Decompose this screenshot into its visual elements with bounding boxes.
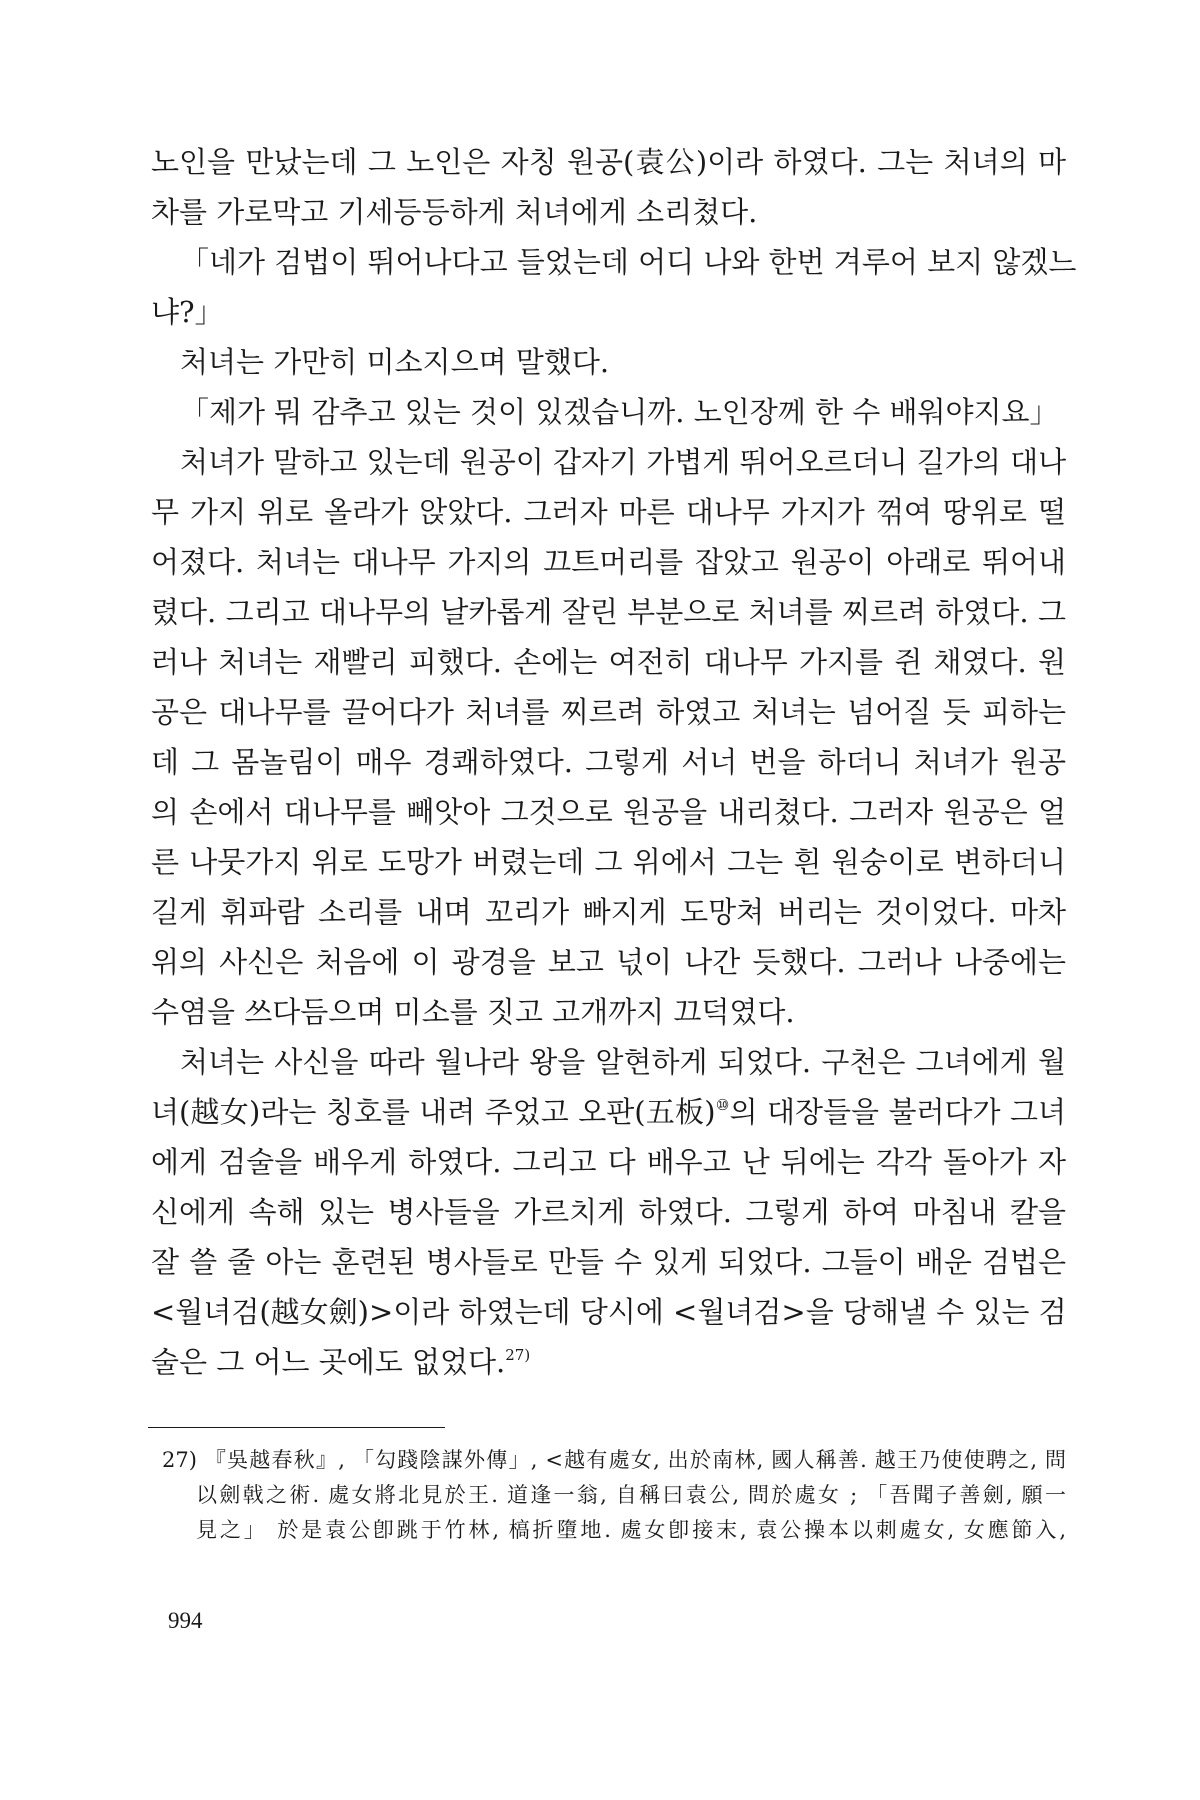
footnote-line: 27) 『吳越春秋』, 「勾踐陰謀外傳」, <越有處女, 出於南林, 國人稱善. 越王乃使使聘之, 問 [162,1448,1066,1472]
body-line-text: 술은 그 어느 곳에도 없었다. [151,1345,506,1379]
body-line: 에게 검술을 배우게 하였다. 그리고 다 배우고 난 뒤에는 각각 돌아가 자 [151,1145,1066,1179]
body-line: 의 손에서 대나무를 빼앗아 그것으로 원공을 내리쳤다. 그러자 원공은 얼 [151,795,1066,829]
body-line: 차를 가로막고 기세등등하게 처녀에게 소리쳤다. [151,195,758,229]
body-line: 러나 처녀는 재빨리 피했다. 손에는 여전히 대나무 가지를 쥔 채였다. 원 [151,645,1066,679]
body-line: 어졌다. 처녀는 대나무 가지의 끄트머리를 잡았고 원공이 아래로 뛰어내 [151,545,1066,579]
body-line: 처녀는 가만히 미소지으며 말했다. [180,345,610,379]
body-line: 수염을 쓰다듬으며 미소를 짓고 고개까지 끄덕였다. [151,995,795,1029]
body-line: 「네가 검법이 뛰어나다고 들었는데 어디 나와 한번 겨루어 보지 않겠느 [180,245,1077,279]
body-line: 길게 휘파람 소리를 내며 꼬리가 빠지게 도망쳐 버리는 것이었다. 마차 [151,895,1066,929]
body-line: 위의 사신은 처음에 이 광경을 보고 넋이 나간 듯했다. 그러나 나중에는 [151,945,1066,979]
body-line: 냐?」 [151,295,224,329]
page-number: 994 [168,1608,203,1633]
body-line-with-note [151,1095,1066,1129]
footnote-line: 以劍戟之術. 處女將北見於王. 道逢一翁, 自稱曰袁公, 問於處女 ; 「吾聞子善劍, 願一 [196,1483,1066,1507]
body-line: 무 가지 위로 올라가 앉았다. 그러자 마른 대나무 가지가 꺾여 땅위로 떨 [151,495,1066,529]
body-line-head: 녀(越女)라는 칭호를 내려 주었고 오판(五板) [151,1095,716,1129]
body-line: 렸다. 그리고 대나무의 날카롭게 잘린 부분으로 처녀를 찌르려 하였다. 그 [151,595,1066,629]
footnote-line: 見之」 於是袁公卽跳于竹林, 槁折墮地. 處女卽接末, 袁公操本以刺處女, 女應節入, [196,1518,1066,1542]
body-line: 노인을 만났는데 그 노인은 자칭 원공(袁公)이라 하였다. 그는 처녀의 마 [151,145,1066,179]
body-line: 신에게 속해 있는 병사들을 가르치게 하였다. 그렇게 하여 마침내 칼을 [151,1195,1066,1229]
body-line: <월녀검(越女劍)>이라 하였는데 당시에 <월녀검>을 당해낼 수 있는 검 [151,1295,1067,1329]
body-line: 른 나뭇가지 위로 도망가 버렸는데 그 위에서 그는 흰 원숭이로 변하더니 [151,845,1066,879]
body-line: 잘 쓸 줄 아는 훈련된 병사들로 만들 수 있게 되었다. 그들이 배운 검법은 [151,1245,1066,1279]
footnote-reference: 27) [505,1346,531,1364]
inline-note-mark: ⑩ [715,1096,730,1114]
footnote-separator [148,1427,445,1428]
body-line-tail: 의 대장들을 불러다가 그녀 [729,1095,1066,1129]
body-line: 「제가 뭐 감추고 있는 것이 있겠습니까. 노인장께 한 수 배워야지요」 [180,395,1059,429]
body-line-last [151,1345,1066,1379]
body-line: 데 그 몸놀림이 매우 경쾌하였다. 그렇게 서너 번을 하더니 처녀가 원공 [151,745,1066,779]
body-line: 공은 대나무를 끌어다가 처녀를 찌르려 하였고 처녀는 넘어질 듯 피하는 [151,695,1066,729]
body-line: 처녀는 사신을 따라 월나라 왕을 알현하게 되었다. 구천은 그녀에게 월 [180,1045,1066,1079]
body-line: 처녀가 말하고 있는데 원공이 갑자기 가볍게 뛰어오르더니 길가의 대나 [180,445,1067,479]
